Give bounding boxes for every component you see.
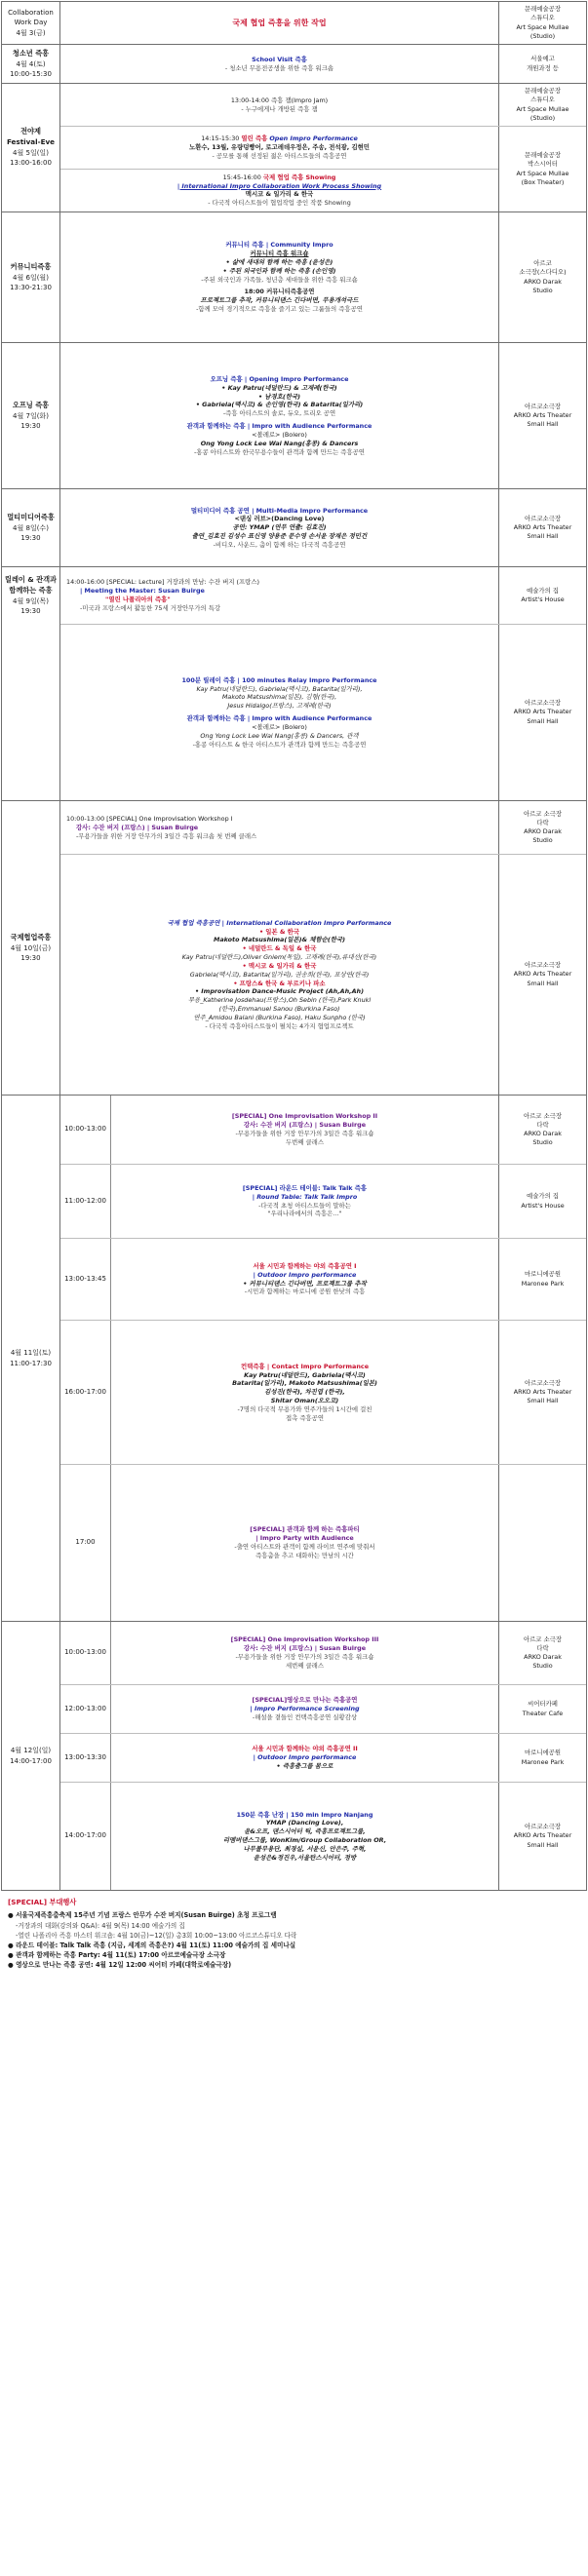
row-eve xyxy=(2,83,586,211)
relay-lecture: 14:00-16:00 [SPECIAL: Lecture] 거장과의 만남: 수잔 버지 (프랑스) | Meeting the Master: Susan Buirge "열린 나폴리아의 즉흥" -미국과 프랑스에서 활동한 75세 거장안무가의 특강 예술가의 집 Artist's House xyxy=(60,567,586,624)
program-youth: School Visit 즉흥 - 청소년 무용전공생을 위한 즉흥 워크숍 xyxy=(224,55,334,72)
venue-opening: 아르코소극장 ARKO Arts Theater Small Hall xyxy=(498,343,586,488)
sat-impro-party: 17:00 [SPECIAL] 관객과 함께 하는 즉흥파티 | Impro Party with Audience -출연 아티스트와 관객이 함께 라이브 연주에 맞춰서 즉흥춤을 추고 대화하는 만남의 시간 xyxy=(60,1464,586,1621)
relay-performance: 100분 릴레이 즉흥 | 100 minutes Relay Impro Performance Kay Patru(네덜란드), Gabriela(맥시코), Batarita(일가리), Makoto Matsushima(일본), 김형(한국), Jesus Hidalgo(프랑스), 고재례(한국) 관객과 함께하는 즉흥 | Impro with Audience Performance <볼레로> (Bolero) Ong Yong Lock Lee Wai Nang(홍콩) & Dancers, 관객 -홍콩 아티스트 & 한국 아티스트가 관객과 함께 만드는 즉흥공연 아르코소극장 ARKO Arts Theater Small Hall xyxy=(60,624,586,800)
sat-round-table: 11:00-12:00 [SPECIAL] 라운드 테이블: Talk Talk 즉흥 | Round Table: Talk Talk Impro -다국적 초청 아티스트들이 말하는 "우리나라에서의 즉흥은..." 예술가의 집 Artist's House xyxy=(60,1164,586,1238)
header-row xyxy=(2,2,586,44)
header-venue: 문래예술공장 스튜디오 Art Space Mullae (Studio) xyxy=(498,2,586,44)
row-sunday xyxy=(2,1621,586,1890)
header-title: 국제 협업 즉흥을 위한 작업 xyxy=(232,19,327,28)
row-saturday xyxy=(2,1095,586,1621)
header-date: 4월 3(금) xyxy=(16,28,46,37)
special-heading: [SPECIAL] 부대행사 xyxy=(8,1898,77,1907)
intl-workshop: 10:00-13:00 [SPECIAL] One Improvisation Workshop I 강사: 수잔 버지 (프랑스) | Susan Buirge -무용가들을 위한 거장 안무가의 3일간 즉흥 워크숍 첫 번째 클래스 아르코 소극장 다락 ARKO Darak Studio xyxy=(60,801,586,854)
row-international xyxy=(2,800,586,1095)
date-cell-relay: 릴레이 & 관객과 함께하는 즉흥 4월 9일(목) 19:30 xyxy=(2,567,60,800)
sun-screening: 12:00-13:00 [SPECIAL]영상으로 만나는 즉흥공연 | Impro Performance Screening -해설을 곁들인 컨택즉흥공연 실황감상 씨어터카페 Theater Cafe xyxy=(60,1684,586,1733)
special-item-1-detail-2: -열린 나폴리아 즉흥 마스터 워크숍: 4월 10(금)~12(일) 총3회 10:00~13:00 아르코스튜디오 다락 xyxy=(16,1931,297,1940)
date-cell-community: 커뮤니티즉흥 4월 6일(월) 13:30-21:30 xyxy=(2,212,60,342)
special-events-notes xyxy=(8,1897,582,1970)
program-community: 커뮤니티 즉흥 | Community Impro 커뮤니티 즉흥 워크숍 • 삶에 새대의 함께 하는 즉흥 (윤성은) • 주된 외국인과 함께 하는 즉흥 (손인영) -주된 외국인과 가족들, 청년층 세대들을 위한 즉흥 워크숍 18:00 커뮤니티즉흥공연 프로젝트그룹 추작, 커뮤니티댄스 긴다버면, 무용개석극드 -함께 모여 경기적으로 즉흥을 즐기고 있는 그룹들의 즉흥공연 xyxy=(196,241,363,314)
venue-youth: 서울예고 개원과정 등 xyxy=(498,45,586,83)
sat-contact-impro: 16:00-17:00 컨택즉흥 | Contact Impro Performance Kay Patru(네덜란드), Gabriela(맥시코) Batarita(일가리), Makoto Matsushima(일본) 김성진(한국), 차진엽 (한국), Shitar Oman(오오코) -7명의 다국적 무용가와 연주가들의 1시간에 걸친 접촉 즉흥공연 아르코소극장 ARKO Arts Theater Small Hall xyxy=(60,1320,586,1464)
program-opening: 오프닝 즉흥 | Opening Impro Performance • Kay Patru(네덜란드) & 고재례(한국) • 남경호(한국) • Gabriela(맥시코) & 손인영(한국) & Batarita(일가리) -즉흥 아티스트의 솔로, 듀오, 트리오 공연 관객과 함께하는 즉흥 | Impro with Audience Performance <볼레로> (Bolero) Ong Yong Lock Lee Wai Nang(홍콩) & Dancers -홍콩 아티스트와 한국무용수들이 관객과 함께 만드는 즉흥공연 xyxy=(186,374,372,456)
eve-impro-jam: 13:00-14:00 즉흥 잼(Impro Jam) - 누구에게나 개방된 즉흥 잼 문래예술공장 스튜디오 Art Space Mullae (Studio) xyxy=(60,84,586,126)
row-multimedia xyxy=(2,488,586,566)
sun-nanjang: 14:00-17:00 150분 즉흥 난장 | 150 min Impro Nanjang YMAP (Dancing Love), 윤&오프, 댄스시어터 틱, 즉흥프로젝트그룹, 리멤버댄스그룹, WonKim/Group Collaboration OR, 나무볼무용단, 최경실, 서윤신, 안은주, 주혁, 윤성은&정진우,서울탄스시어터, 정방 아르코소극장 ARKO Arts Theater Small Hall xyxy=(60,1782,586,1890)
venue-community: 아르코 소극장(스다디오) ARKO Darak Studio xyxy=(498,212,586,342)
special-item-4: ● 영상으로 만나는 즉흥 공연: 4월 12일 12:00 씨어터 카페(대학로예술극장) xyxy=(8,1960,582,1970)
row-youth xyxy=(2,44,586,83)
special-item-2: ● 라운드 테이블: Talk Talk 즉흥 (지금, 세계의 즉흥은?) 4월 11(토) 11:00 예술가의 집 세미나실 xyxy=(8,1941,582,1950)
sun-outdoor-2: 13:00-13:30 서울 시민과 함께하는 야외 즉흥공연 II | Outdoor Impro performance • 즉흥춤그룹 몸으로 마로니에공원 Maronee Park xyxy=(60,1733,586,1782)
row-opening xyxy=(2,342,586,488)
date-cell-saturday: 4월 11일(토) 11:00-17:30 xyxy=(2,1096,60,1621)
special-item-1: ● 서울국제즉흥춤축제 15주년 기념 프랑스 안무가 수잔 버지(Susan Buirge) 초청 프로그램 xyxy=(8,1910,582,1920)
row-community xyxy=(2,211,586,342)
sat-workshop-2: 10:00-13:00 [SPECIAL] One Improvisation Workshop II 강사: 수잔 버지 (프랑스) | Susan Buirge -무용가들을 위한 거장 안무가의 3일간 즉흥 워크숍 두번째 클래스 아르코 소극장 다락 ARKO Darak Studio xyxy=(60,1096,586,1164)
date-cell-opening: 오프닝 즉흥 4월 7일(화) 19:30 xyxy=(2,343,60,488)
date-cell-international: 국제협업즉흥 4월 10일(금) 19:30 xyxy=(2,801,60,1095)
venue-multimedia: 아르코소극장 ARKO Arts Theater Small Hall xyxy=(498,489,586,566)
header-label: Collaboration Work Day xyxy=(8,8,54,27)
date-cell-sunday: 4월 12일(일) 14:00-17:00 xyxy=(2,1622,60,1890)
special-item-3: ● 관객과 함께하는 즉흥 Party: 4월 11(토) 17:00 아르코예술극장 소극장 xyxy=(8,1950,582,1960)
date-cell-eve: 전야제 Festival-Eve 4월 5일(일) 13:00-16:00 xyxy=(2,84,60,211)
program-multimedia: 멀티미디어 즉흥 공연 | Multi-Media Impro Performance <댄싱 러브>(Dancing Love) 공연: YMAP (연무 연출: 김효진) 출연_김효진 김성수 표신영 양용준 문수영 손서윤 장재은 정민건 -비디오, 사운드, 춤이 함께 하는 다국적 즉흥공연 xyxy=(190,506,369,549)
header-date-cell xyxy=(2,2,60,44)
row-relay xyxy=(2,566,586,800)
schedule-table xyxy=(1,1,587,1891)
special-item-1-detail-1: -거장과의 대화(강의와 Q&A): 4월 9(목) 14:00 예술가의 집 xyxy=(16,1921,185,1930)
sun-workshop-3: 10:00-13:00 [SPECIAL] One Improvisation Workshop III 강사: 수잔 버지 (프랑스) | Susan Buirge -무용가들을 위한 거장 안무가의 3일간 즉흥 워크숍 세번째 클래스 아르코 소극장 다락 ARKO Darak Studio xyxy=(60,1622,586,1684)
sat-outdoor-1: 13:00-13:45 서울 시민과 함께하는 야외 즉흥공연 I | Outdoor Impro performance • 커뮤니티댄스 긴다버면, 프로젝트그룹 추작 -시민과 함께하는 마로니에 공원 한낮의 즉흥 마로니에공원 Maronee Park xyxy=(60,1238,586,1320)
intl-performance: 국제 협업 즉흥공연 | International Collaboration Impro Performance • 일본 & 한국 Makoto Matsushima(일본)& 채함순(한국) • 네덜란드 & 독일 & 한국 Kay Patru(네덜란드),Oliver Gniem(독일), 고재례(한국),류대선(한국) • 맥시코 & 일가리 & 한국 Gabriela(맥시코), Batarita(일가리), 권송희(한국), 표상연(한국) • 프랑스& 한국 & 부르키나 파소 • Improvisation Dance-Music Project (Ah,Ah,Ah) 무용_Katherine Josdehau(프랑스),Oh Sebin (한국),Park Knukl (한국),Emmanuel Sanou (Burkina Faso) 연주_Amidou Balani (Burkina Faso), Haku Sunpho (한국) - 다국적 즉흥아티스트들이 펼치는 4가지 협업프로젝트 아르코소극장 ARKO Arts Theater Small Hall xyxy=(60,854,586,1095)
date-cell-youth: 청소년 즉흥 4월 4(토) 10:00-15:30 xyxy=(2,45,60,83)
eve-open-impro: 14:15-15:30 열린 즉흥 Open Impro Performance 노환수, 13월, 유량덩빵어, 로고레데우정은, 주송, 전석광, 김현민 - 공모를 통해 선정된 젊은 아티스트들의 즉흥공연 15:45-16:00 국제 협업 즉흥 Showing | International Impro Collaboration Work Process Showing 맥시코 & 일가리 & 한국 - 다국적 아티스트들이 협업작업 중인 작품 Showing 문래예술공장 박스시어터 Art Space Mullae (Box Theater) xyxy=(60,126,586,211)
date-cell-multimedia: 멀티미디어즉흥 4월 8일(수) 19:30 xyxy=(2,489,60,566)
